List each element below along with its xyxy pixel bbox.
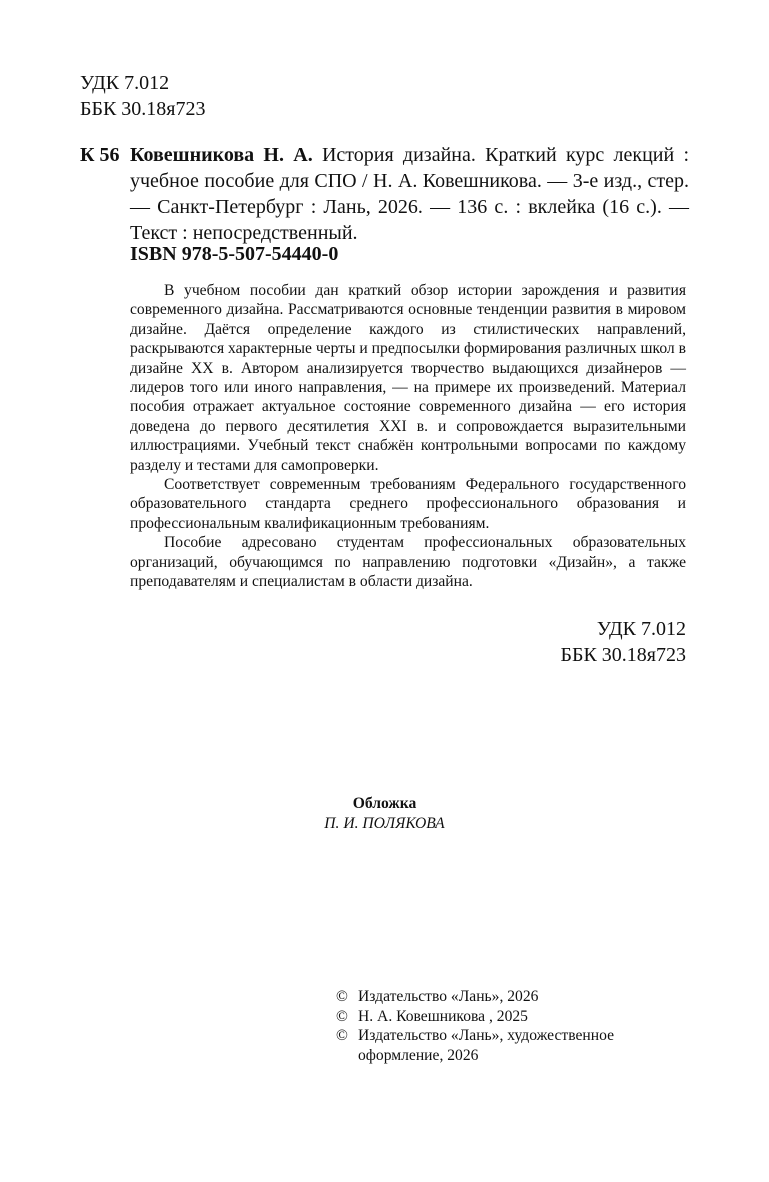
author-sign-code: К 56 [80,144,120,166]
copyright-block [336,987,614,1065]
cover-label: Обложка [352,795,417,812]
classification-codes-bottom [560,616,686,668]
copyright-line [336,1007,614,1027]
copyright-text: Издательство «Лань», 2026 [358,988,539,1005]
udk-code: УДК 7.012 [596,618,686,640]
bibliographic-description: История дизайна. Краткий курс лекций : учебное пособие для СПО / Н. А. Ковешникова. — 3-е изд., стер. — Санкт-Петербург : Лань, 2026. — 136 с. : вклейка (16 с.). — Текст : непосредственный. [130,144,689,244]
copyright-symbol: © [336,988,348,1005]
bbk-code: ББК 30.18я723 [560,644,686,666]
bbk-code: ББК 30.18я723 [80,98,206,120]
classification-codes-top [80,70,206,122]
abstract-paragraph: В учебном пособии дан краткий обзор истории зарождения и развития современного дизайна. Рассматриваются основные тенденции развития в мировом дизайне. Даётся определение каждого из стилистических направлений, раскрываются характерные черты и предпосылки формирования различных школ в дизайне XX в. Автором анализируется творчество выдающихся дизайнеров — лидеров того или иного направления, — на примере их произведений. Материал пособия отражает актуальное состояние современного дизайна — его история доведена до первого десятилетия XXI в. и сопровождается выразительными иллюстрациями. Учебный текст снабжён контрольными вопросами по каждому разделу и тестами для самопроверки. [130,282,686,474]
cover-designer: П. И. ПОЛЯКОВА [324,815,445,832]
author-name: Ковешникова Н. А. [130,144,313,166]
copyright-line [336,1026,614,1046]
abstract-paragraph: Соответствует современным требованиям Федерального государственного образовательного стандарта среднего профессионального образования и профессиональным квалификационным требованиям. [130,476,686,532]
isbn: ISBN 978-5-507-54440-0 [130,243,339,265]
copyright-symbol: © [336,1007,348,1025]
abstract [130,281,686,592]
copyright-text: Издательство «Лань», художественное [358,1027,615,1044]
copyright-text: Н. А. Ковешникова , 2025 [358,1007,528,1025]
abstract-paragraph: Пособие адресовано студентам профессиональных образовательных организаций, обучающимся по направлению подготовки «Дизайн», а также преподавателям и специалистам в области дизайна. [130,534,686,591]
copyright-continuation: оформление, 2026 [358,1046,479,1064]
copyright-symbol: © [336,1027,348,1044]
udk-code: УДК 7.012 [80,72,170,94]
copyright-line [336,987,614,1007]
bibliographic-entry [80,142,689,246]
entry-body [130,142,689,246]
cover-credit [0,794,769,834]
